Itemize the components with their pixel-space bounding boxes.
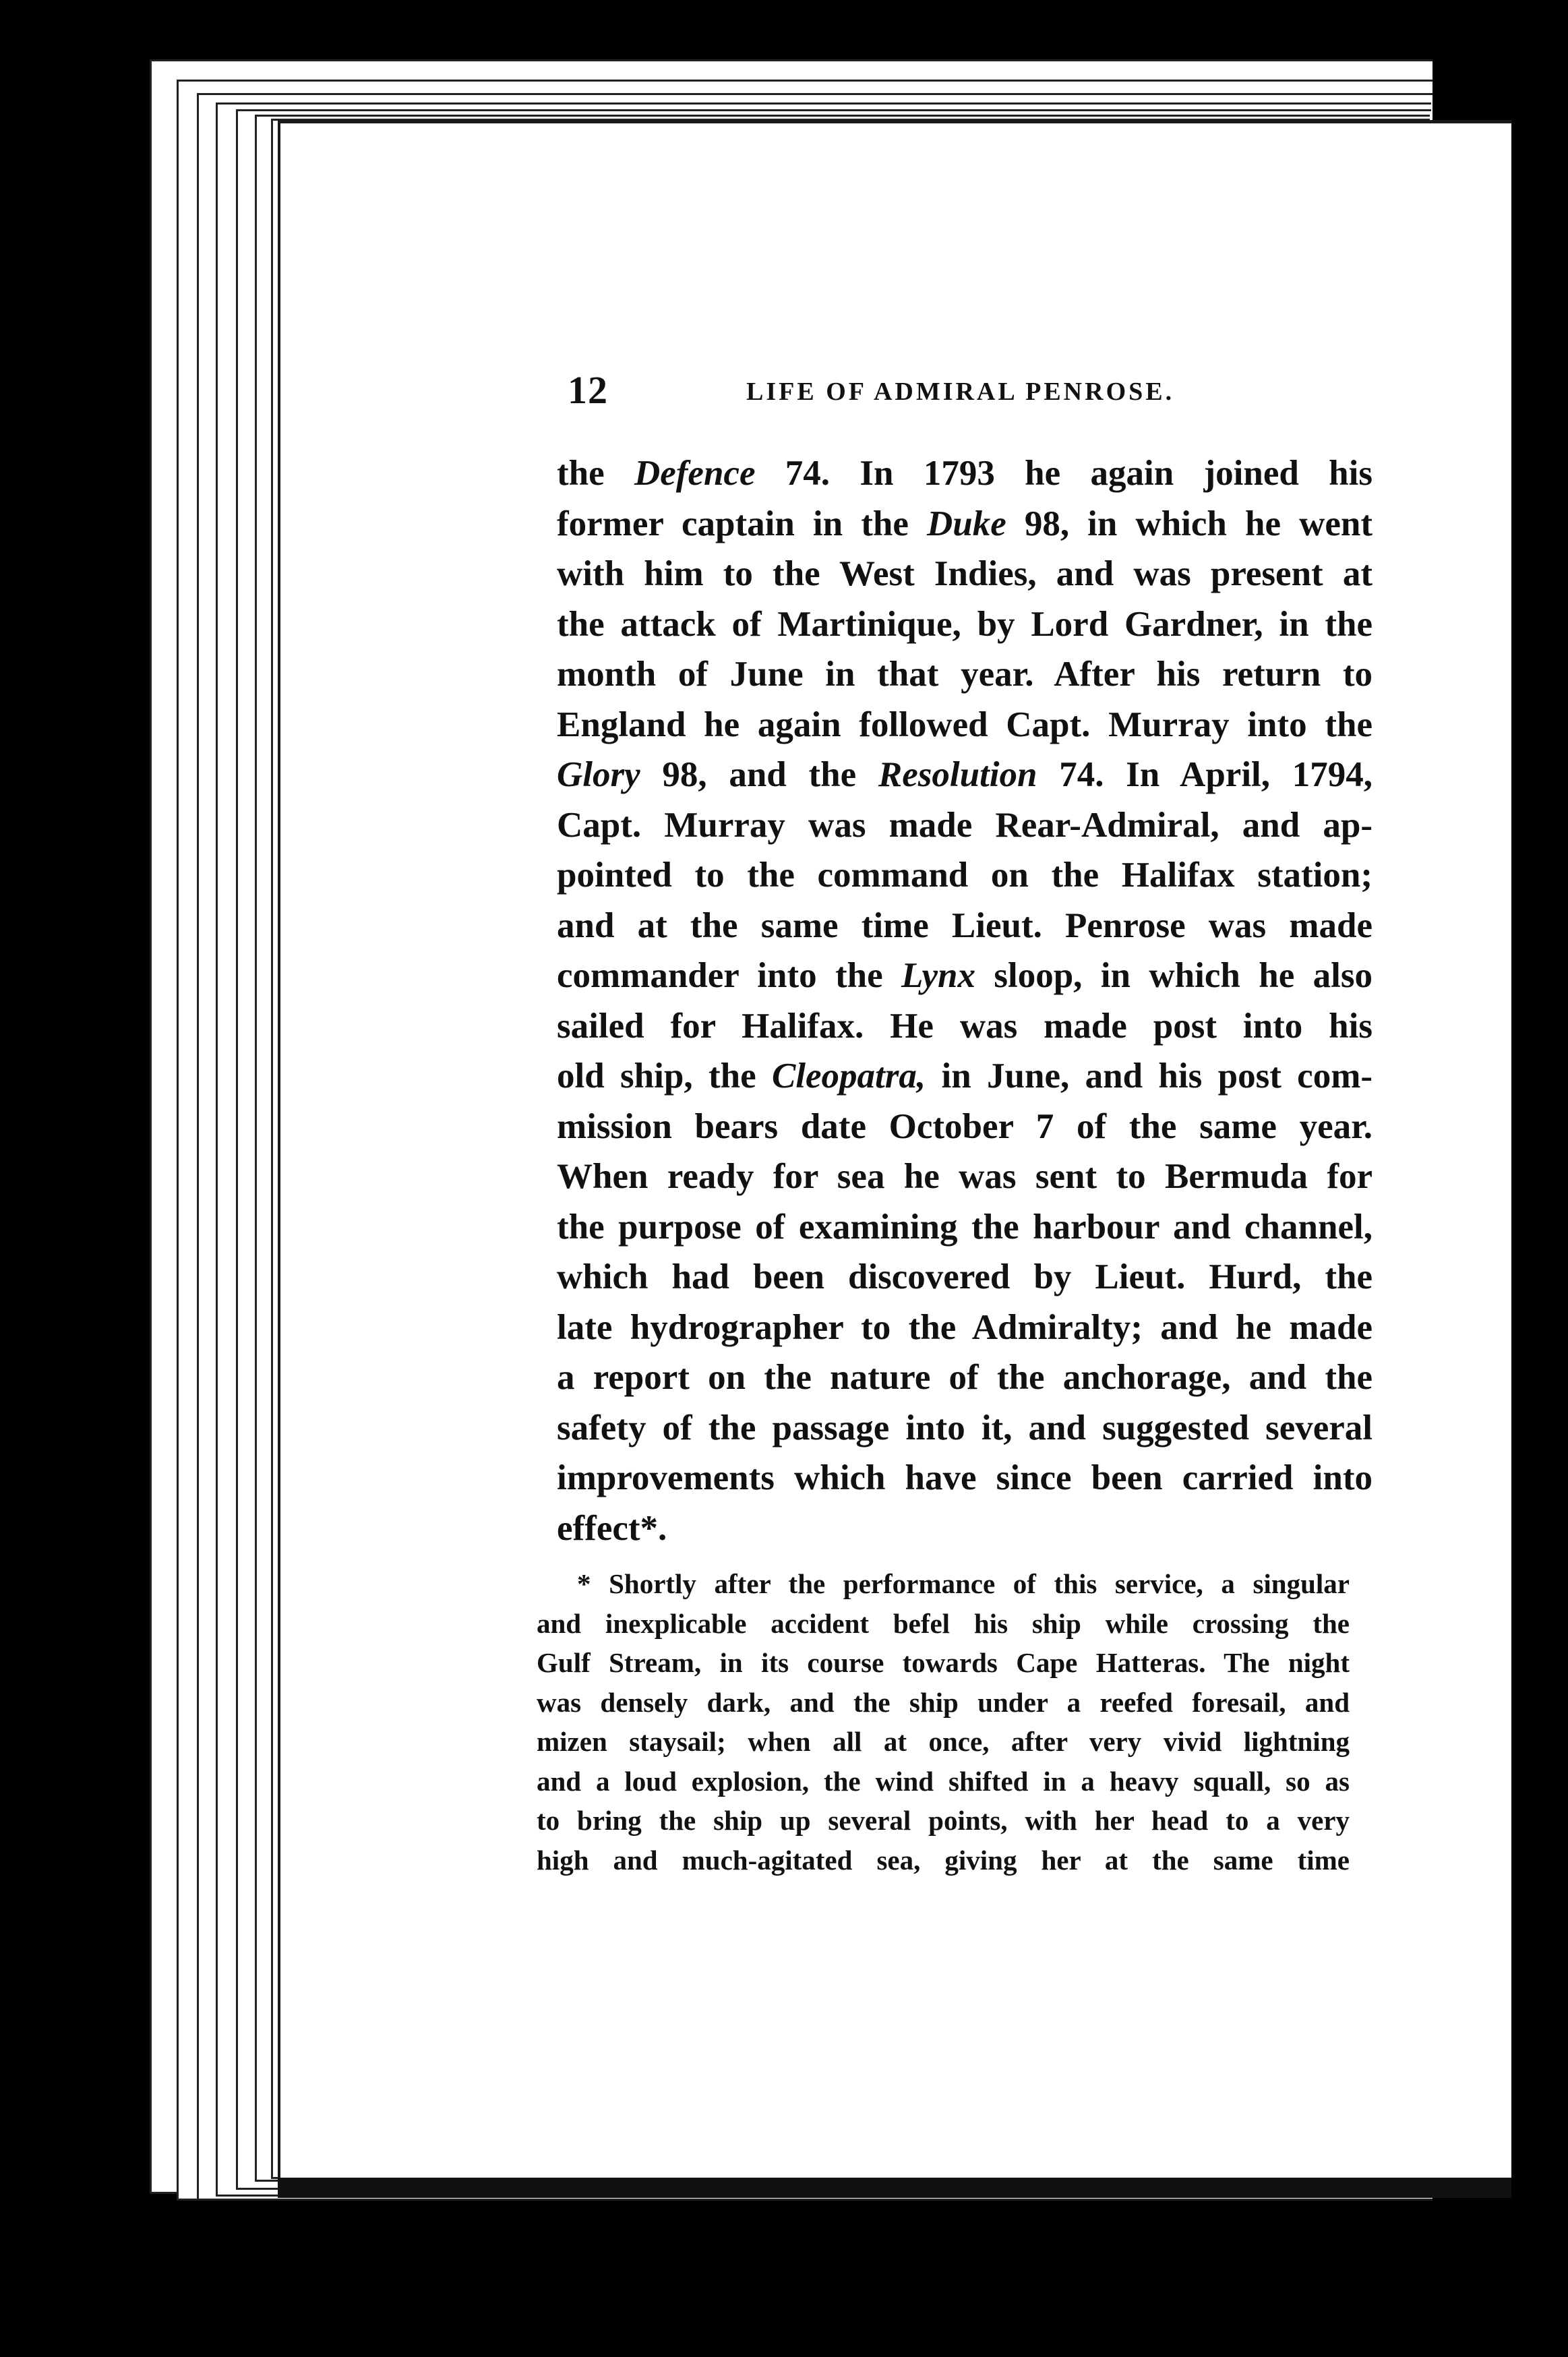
footnote <box>537 1564 1350 1880</box>
ship-name: Duke <box>926 504 1006 543</box>
text-line: the attack of Martinique, by Lord Gardner, in the <box>557 604 1373 644</box>
text-line: a report on the nature of the anchorage, and the <box>557 1358 1373 1397</box>
text-line: pointed to the command on the Halifax station; <box>557 856 1373 895</box>
text-line: late hydrographer to the Admiralty; and he made <box>557 1307 1373 1347</box>
body-text <box>557 448 1373 1553</box>
footnote-line: high and much-agitated sea, giving her at the same time <box>537 1844 1350 1876</box>
text-line: When ready for sea he was sent to Bermuda for <box>557 1157 1373 1196</box>
text-line: improvements which have since been carried into <box>557 1458 1373 1497</box>
footnote-line: Gulf Stream, in its course towards Cape Hatteras. The night <box>537 1647 1350 1678</box>
ship-name: Defence <box>634 454 756 493</box>
footnote-line: * Shortly after the performance of this service, a singular <box>577 1568 1350 1599</box>
text-line: which had been discovered by Lieut. Hurd, the <box>557 1257 1373 1296</box>
text-line: and at the same time Lieut. Penrose was made <box>557 905 1373 945</box>
ship-name: Resolution <box>878 755 1037 794</box>
text-line: safety of the passage into it, and suggested several <box>557 1408 1373 1448</box>
page-header <box>568 367 1377 415</box>
text-line: old ship, the Cleopatra, in June, and his post com- <box>557 1056 1373 1096</box>
text-line: effect*. <box>557 1508 667 1548</box>
text-line: former captain in the Duke 98, in which he went <box>557 504 1373 543</box>
running-head: LIFE OF ADMIRAL PENROSE. <box>746 378 1175 406</box>
text-line: Capt. Murray was made Rear-Admiral, and ap- <box>557 805 1373 845</box>
text-line: mission bears date October 7 of the same year. <box>557 1106 1373 1146</box>
ship-name: Glory <box>557 755 640 794</box>
text-line: sailed for Halifax. He was made post into his <box>557 1006 1373 1046</box>
footnote-line: and inexplicable accident befel his ship while crossing the <box>537 1607 1350 1639</box>
text-line: the purpose of examining the harbour and channel, <box>557 1207 1373 1247</box>
footnote-line: to bring the ship up several points, with her head to a very <box>537 1805 1350 1836</box>
footnote-line: was densely dark, and the ship under a reefed foresail, and <box>537 1686 1350 1718</box>
text-line: England he again followed Capt. Murray into the <box>557 705 1373 744</box>
page-number: 12 <box>568 368 608 412</box>
footnote-line: and a loud explosion, the wind shifted in a heavy squall, so as <box>537 1765 1350 1797</box>
text-line: Glory 98, and the Resolution 74. In April, 1794, <box>557 755 1373 794</box>
text-line: commander into the Lynx sloop, in which he also <box>557 956 1373 995</box>
text-line: the Defence 74. In 1793 he again joined his <box>557 454 1373 493</box>
text-line: month of June in that year. After his return to <box>557 655 1373 694</box>
text-line: with him to the West Indies, and was present at <box>557 554 1373 593</box>
ship-name: Lynx <box>901 956 975 995</box>
footnote-line: mizen staysail; when all at once, after very vivid lightning <box>537 1726 1350 1757</box>
page-bottom-edge <box>278 2178 1511 2198</box>
scan-gutter <box>1511 121 1568 2184</box>
ship-name: Cleopatra, <box>771 1056 926 1096</box>
